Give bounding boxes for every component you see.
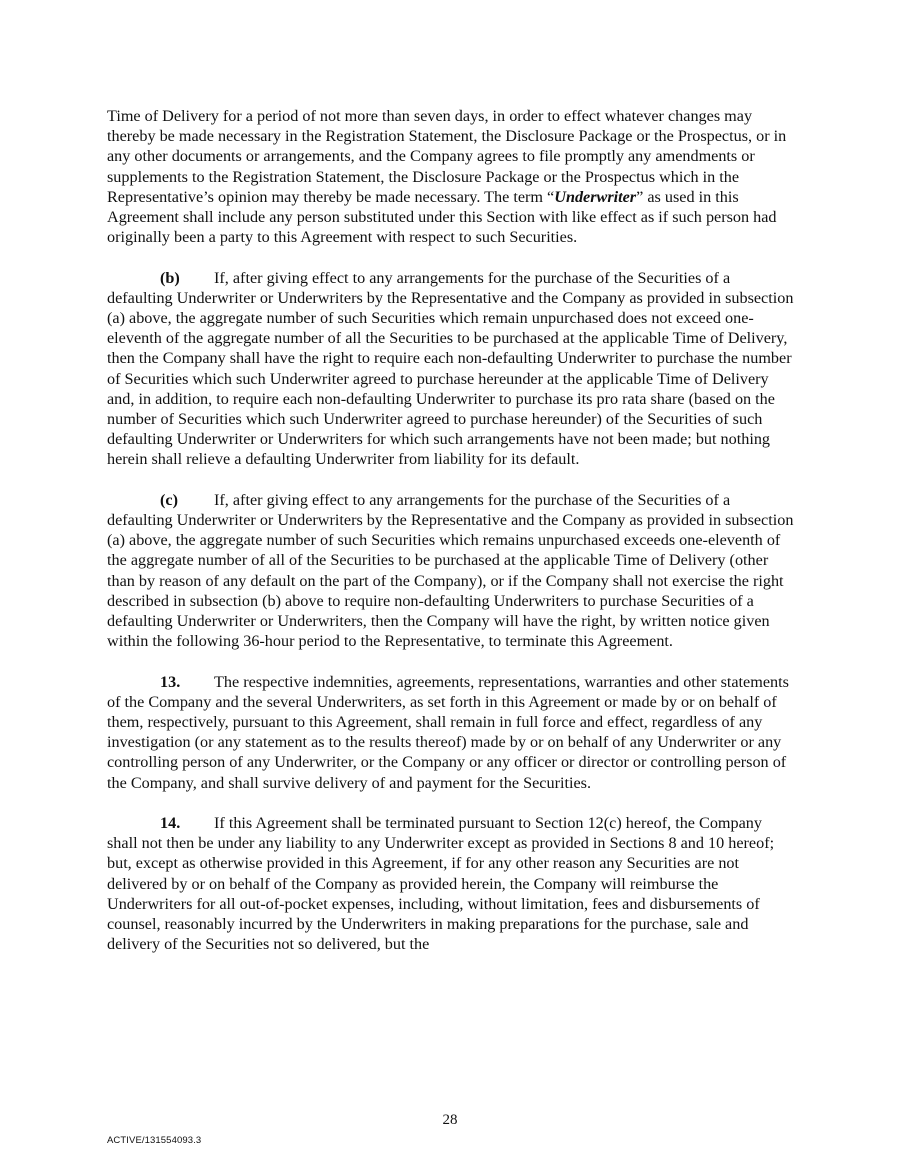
document-id: ACTIVE/131554093.3 [107, 1135, 202, 1146]
paragraph-text: If, after giving effect to any arrangements for the purchase of the Securities of a defaulting Underwriter or Underwriters by the Representative and the Company as provided in subsection (a) above, the aggregate number of such Securities which remains unpurchased exceeds one-eleventh of the aggregate number of all of the Securities to be purchased at the applicable Time of Delivery (other than by reason of any default on the part of the Company), or if the Company shall not exercise the right described in subsection (b) above to require non-defaulting Underwriters to purchase Securities of a defaulting Underwriter or Underwriters, then the Company will have the right, by written notice given within the following 36-hour period to the Representative, to terminate this Agreement. [107, 490, 794, 651]
section-13 [107, 672, 795, 793]
section-text: If this Agreement shall be terminated pursuant to Section 12(c) hereof, the Company shall not then be under any liability to any Underwriter except as provided in Sections 8 and 10 hereof; but, except as otherwise provided in this Agreement, if for any other reason any Securities are not delivered by or on behalf of the Company as provided herein, the Company will reimburse the Underwriters for all out-of-pocket expenses, including, without limitation, fees and disbursements of counsel, reasonably incurred by the Underwriters in making preparations for the purchase, sale and delivery of the Securities not so delivered, but the [107, 814, 775, 954]
paragraph-b [107, 268, 795, 470]
section-number: 13. [160, 672, 181, 691]
defined-term-underwriter: Underwriter [554, 187, 637, 206]
paragraph-text-before-term: Time of Delivery for a period of not more than seven days, in order to effect whatever changes may thereby be made necessary in the Registration Statement, the Disclosure Package or the Prospectus, or in any other documents or arrangements, and the Company agrees to file promptly any amendments or supplements to the Registration Statement, the Disclosure Package or the Prospectus which in the Representative’s opinion may thereby be made necessary. The term “ [107, 107, 787, 206]
section-text: The respective indemnities, agreements, representations, warranties and other statements of the Company and the several Underwriters, as set forth in this Agreement or made by or on behalf of them, respectively, pursuant to this Agreement, shall remain in full force and effect, regardless of any investigation (or any statement as to the results thereof) made by or on behalf of any Underwriter or any controlling person of any Underwriter, or the Company or any officer or director or controlling person of the Company, and shall survive delivery of and payment for the Securities. [107, 672, 789, 792]
paragraph-continued [107, 106, 795, 247]
section-14 [107, 813, 795, 954]
section-number: 14. [160, 814, 181, 833]
paragraph-label: (c) [160, 490, 178, 509]
paragraph-text-after-term: ” as used in this Agreement shall include any person substituted under this Section with like effect as if such person had originally been a party to this Agreement with respect to such Securities. [107, 187, 777, 247]
paragraph-label: (b) [160, 268, 180, 287]
paragraph-c [107, 490, 795, 652]
page-number: 28 [442, 1112, 458, 1128]
document-body [107, 106, 795, 954]
paragraph-text: If, after giving effect to any arrangements for the purchase of the Securities of a defaulting Underwriter or Underwriters by the Representative and the Company as provided in subsection (a) above, the aggregate number of such Securities which remain unpurchased does not exceed one-eleventh of the aggregate number of all the Securities to be purchased at the applicable Time of Delivery, then the Company shall have the right to require each non-defaulting Underwriter to purchase the number of Securities which such Underwriter agreed to purchase hereunder at the applicable Time of Delivery and, in addition, to require each non-defaulting Underwriter to purchase its pro rata share (based on the number of Securities which such Underwriter agreed to purchase hereunder) of the Securities of such defaulting Underwriter or Underwriters for which such arrangements have not been made; but nothing herein shall relieve a defaulting Underwriter from liability for its default. [107, 268, 794, 469]
